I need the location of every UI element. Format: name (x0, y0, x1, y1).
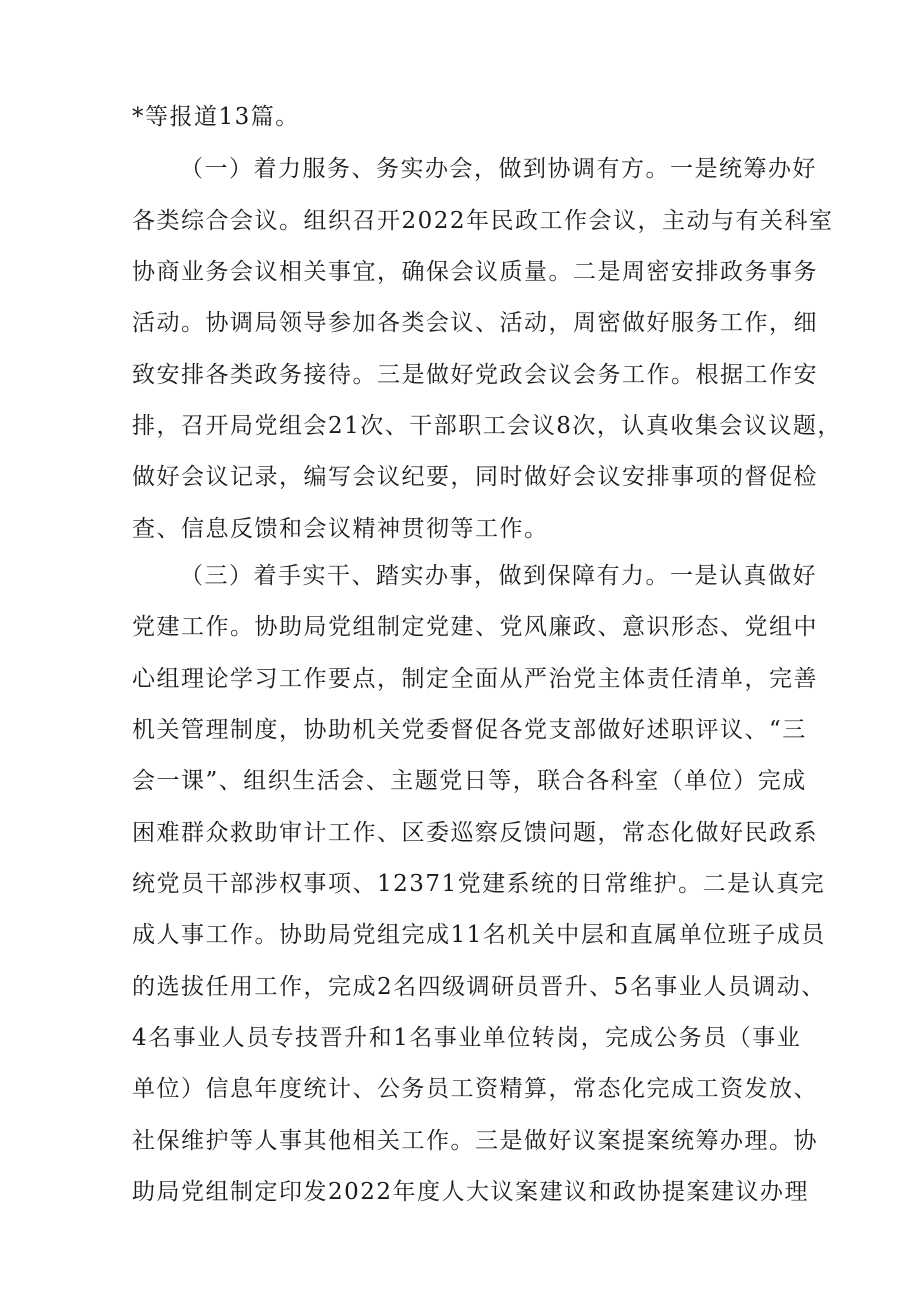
text-line: 会一课”、组织生活会、主题党日等，联合各科室（单位）完成 (132, 768, 807, 794)
text-line: 做好会议记录，编写会议纪要，同时做好会议安排事项的督促检 (132, 464, 818, 490)
text-line: 活动。协调局领导参加各类会议、活动，周密做好服务工作，细 (132, 310, 818, 336)
text-line: 机关管理制度，协助机关党委督促各党支部做好述职评议、“三 (132, 717, 807, 743)
text-line: 的选拔任用工作，完成2名四级调研员晋升、5名事业人员调动、 (132, 974, 826, 1000)
text-line: 协商业务会议相关事宜，确保会议质量。二是周密安排政务事务 (132, 259, 818, 285)
text-line: 单位）信息年度统计、公务员工资精算，常态化完成工资发放、 (132, 1076, 818, 1102)
text-line: 心组理论学习工作要点，制定全面从严治党主体责任清单，完善 (132, 666, 818, 692)
text-line: 各类综合会议。组织召开2022年民政工作会议，主动与有关科室 (132, 208, 834, 234)
text-line: 成人事工作。协助局党组完成11名机关中层和直属单位班子成员 (132, 922, 826, 948)
text-line: 党建工作。协助局党组制定党建、党风廉政、意识形态、党组中 (132, 614, 818, 640)
text-line: 4名事业人员专技晋升和1名事业单位转岗，完成公务员（事业 (132, 1025, 802, 1051)
paragraph-start-line: （三）着手实干、踏实办事，做到保障有力。一是认真做好 (180, 563, 817, 589)
text-line: 社保维护等人事其他相关工作。三是做好议案提案统筹办理。协 (132, 1128, 818, 1154)
text-line: 致安排各类政务接待。三是做好党政会议会务工作。根据工作安 (132, 362, 818, 388)
text-line: 困难群众救助审计工作、区委巡察反馈问题，常态化做好民政系 (132, 820, 818, 846)
text-line: 助局党组制定印发2022年度人大议案建议和政协提案建议办理 (132, 1179, 810, 1205)
text-line: 统党员干部涉权事项、12371党建系统的日常维护。二是认真完 (132, 871, 826, 897)
text-line: 查、信息反馈和会议精神贯彻等工作。 (132, 516, 549, 542)
text-line: *等报道13篇。 (132, 104, 300, 130)
paragraph-start-line: （一）着力服务、务实办会，做到协调有方。一是统筹办好 (180, 156, 817, 182)
text-line: 排，召开局党组会21次、干部职工会议8次，认真收集会议议题， (132, 413, 842, 439)
